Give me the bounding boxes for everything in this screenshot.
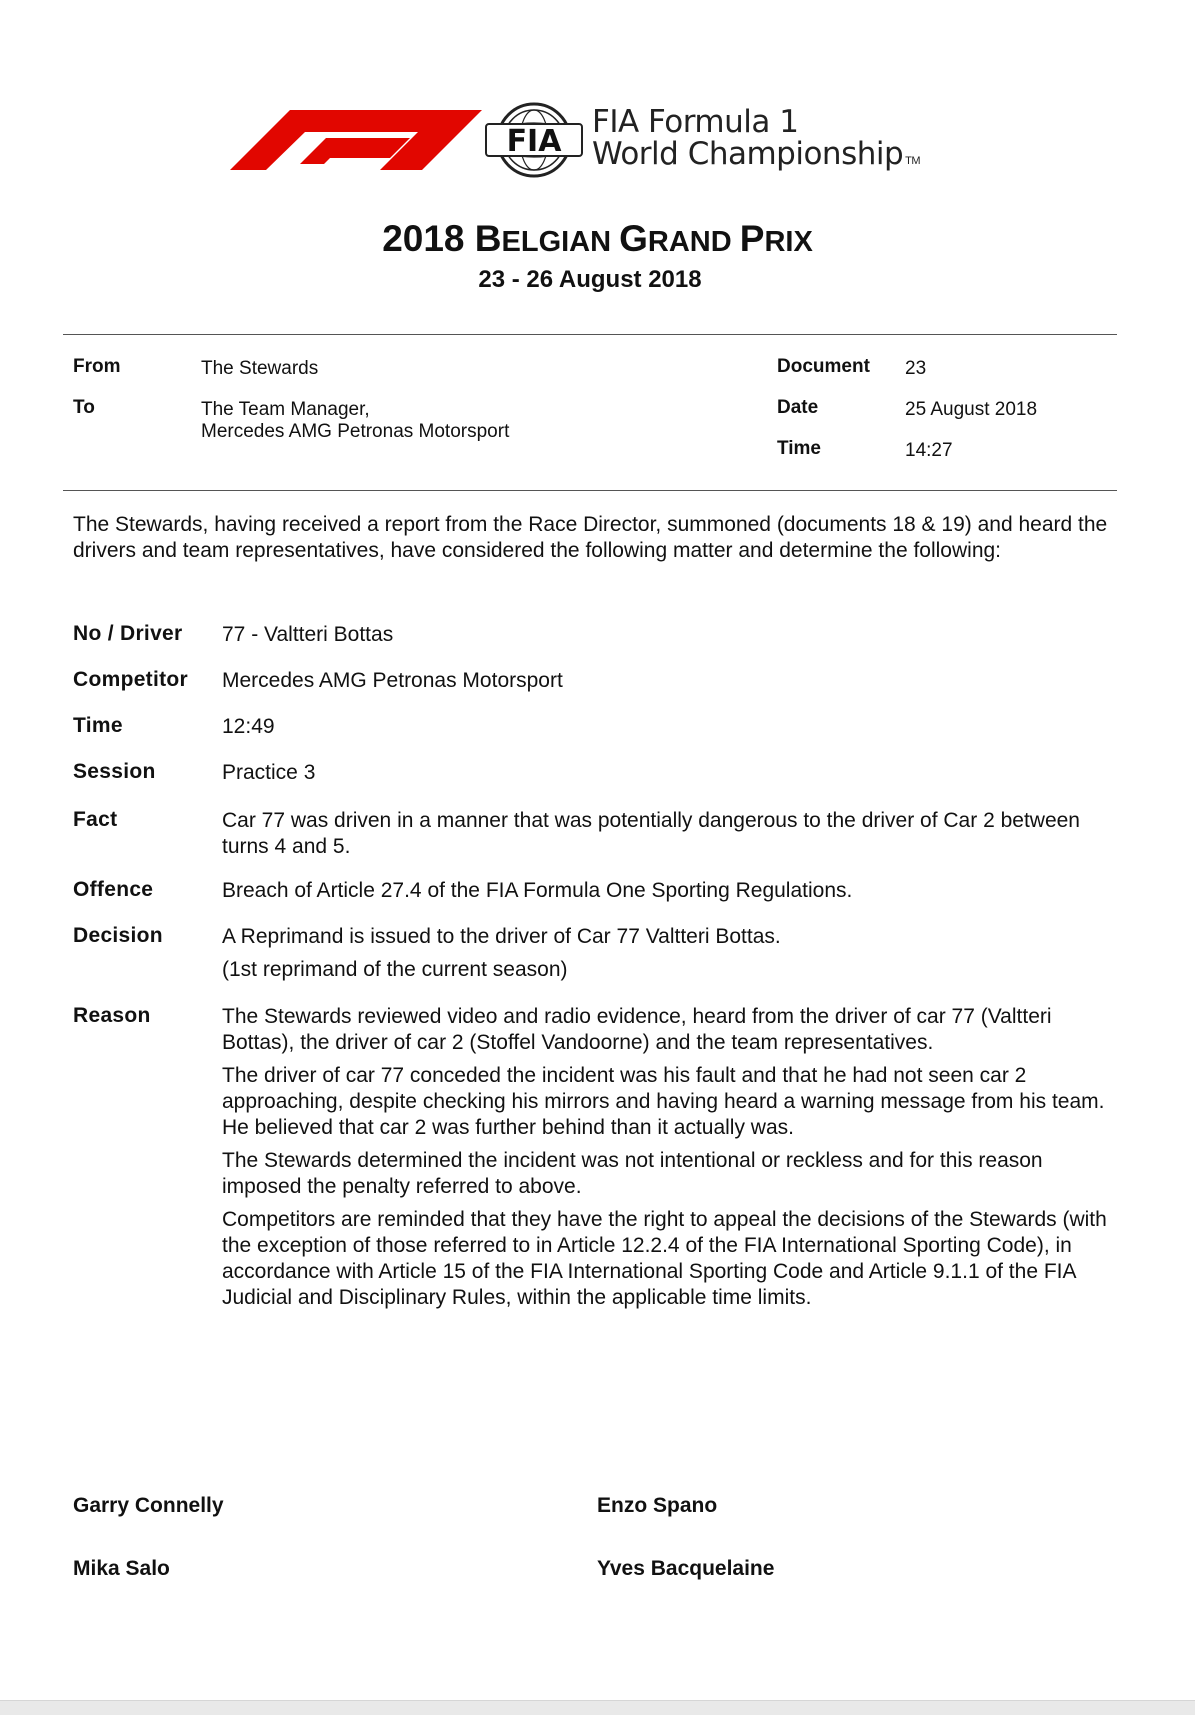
steward-signature-3: Mika Salo (73, 1557, 170, 1580)
fact-value: Car 77 was driven in a manner that was potentially dangerous to the driver of Car 2 between turns 4 and 5. (222, 809, 1080, 858)
event-title: 2018 BELGIAN GRAND PRIX (382, 218, 813, 259)
session-label: Session (73, 760, 156, 783)
date-label: Date (777, 397, 819, 418)
divider-bottom (63, 490, 1117, 491)
championship-line2: World Championship (592, 136, 904, 172)
event-dates: 23 - 26 August 2018 (478, 266, 702, 293)
header-logos (230, 100, 990, 180)
divider-top (63, 334, 1117, 335)
championship-line1: FIA Formula 1 (592, 104, 799, 140)
to-label: To (73, 397, 95, 418)
steward-signature-2: Enzo Spano (597, 1494, 718, 1517)
time-label: Time (777, 438, 822, 459)
trademark: TM (905, 155, 921, 167)
intro-paragraph: The Stewards, having received a report from the Race Director, summoned (documents 18 & 19) and heard the drivers and team representatives, have considered the following matter and determine the following: (73, 513, 1108, 562)
steward-signature-1: Garry Connelly (73, 1494, 224, 1517)
session-time-label: Time (73, 714, 123, 737)
reason-paragraph-1: The Stewards reviewed video and radio evidence, heard from the driver of car 77 (Valtteri Bottas), the driver of car 2 (Stoffel Vandoorne) and the team representatives. (222, 1005, 1052, 1054)
date-value: 25 August 2018 (905, 399, 1038, 420)
decision-value: A Reprimand is issued to the driver of Car 77 Valtteri Bottas. (1st reprimand of the current season) (222, 925, 781, 981)
page-edge (0, 1700, 1195, 1715)
fact-label: Fact (73, 808, 118, 831)
competitor-value: Mercedes AMG Petronas Motorsport (222, 669, 563, 692)
to-value: The Team Manager, Mercedes AMG Petronas Motorsport (201, 399, 510, 442)
reason-paragraph-4: Competitors are reminded that they have the right to appeal the decisions of the Stewards (with the exception of those referred to in Article 12.2.4 of the FIA International Sporting Code), in accordance with Article 15 of the FIA International Sporting Code and Article 9.1.1 of the FIA Judicial and Disciplinary Rules, within the applicable time limits. (222, 1208, 1107, 1309)
driver-label: No / Driver (73, 622, 183, 645)
reason-label: Reason (73, 1004, 151, 1027)
document-value: 23 (905, 358, 927, 379)
f1-logo-icon (230, 104, 490, 170)
offence-value: Breach of Article 27.4 of the FIA Formula One Sporting Regulations. (222, 879, 853, 902)
competitor-label: Competitor (73, 668, 188, 691)
time-value: 14:27 (905, 440, 953, 461)
document-label: Document (777, 356, 870, 377)
championship-name (592, 106, 920, 177)
reason-paragraph-2: The driver of car 77 conceded the incident was his fault and that he had not seen car 2 approaching, despite checking his mirrors and having heard a warning message from his team. He believed that car 2 was further behind than it actually was. (222, 1064, 1105, 1139)
decision-label: Decision (73, 924, 163, 947)
session-time-value: 12:49 (222, 715, 275, 738)
reason-paragraph-3: The Stewards determined the incident was not intentional or reckless and for this reason imposed the penalty referred to above. (222, 1149, 1043, 1198)
svg-text:FIA: FIA (506, 124, 562, 159)
driver-value: 77 - Valtteri Bottas (222, 623, 394, 646)
fia-emblem-icon (482, 100, 586, 180)
offence-label: Offence (73, 878, 154, 901)
from-value: The Stewards (201, 358, 319, 379)
steward-signature-4: Yves Bacquelaine (597, 1557, 775, 1580)
session-value: Practice 3 (222, 761, 316, 784)
reason-value (222, 1004, 1122, 1318)
from-label: From (73, 356, 121, 377)
